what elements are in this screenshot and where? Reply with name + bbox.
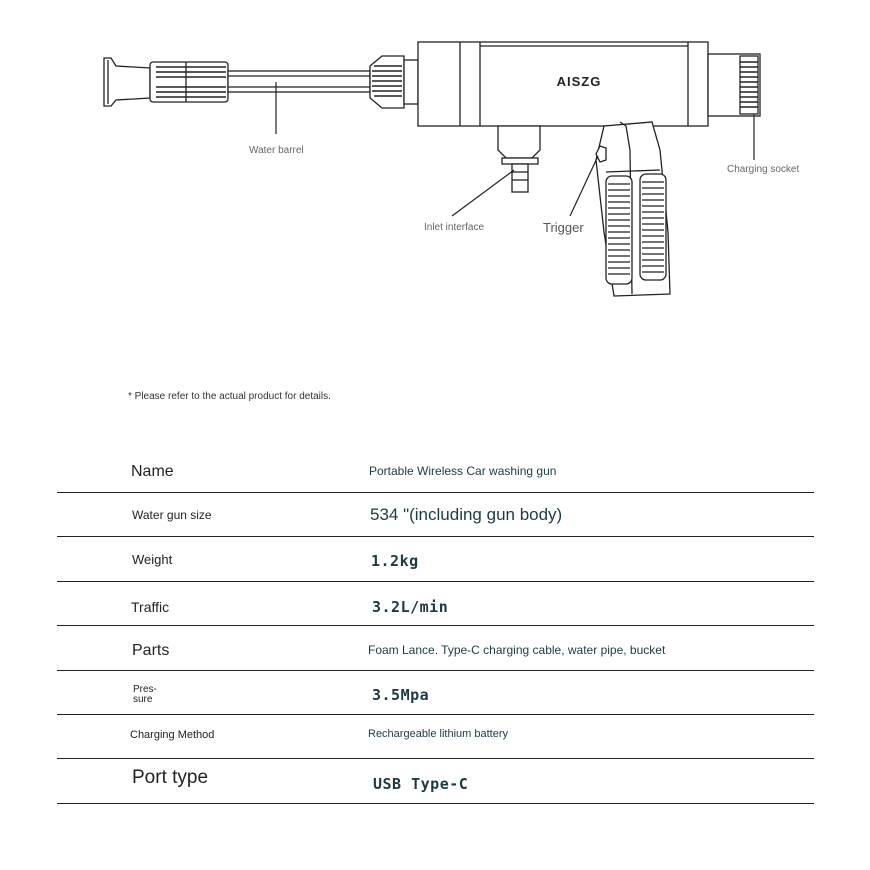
nozzle-body [150, 62, 228, 102]
spec-row-port [57, 759, 814, 804]
spec-value: 1.2kg [371, 552, 419, 570]
callout-water-barrel: Water barrel [249, 145, 304, 156]
spec-label: Traffic [131, 599, 170, 615]
disclaimer-note: * Please refer to the actual product for details. [128, 391, 331, 402]
leader-trigger [570, 156, 598, 216]
spec-row-name [57, 448, 814, 493]
leader-inlet [452, 170, 514, 216]
spec-value: 534 "(including gun body) [370, 505, 563, 524]
spec-row-size [57, 493, 814, 537]
brand-logo: AISZG [556, 74, 602, 89]
spec-value: 3.2L/min [372, 598, 449, 616]
spec-row-traffic [57, 582, 814, 626]
callout-trigger: Trigger [543, 220, 584, 235]
nozzle-tip [104, 58, 150, 106]
spec-value: Rechargeable lithium battery [368, 728, 509, 740]
barrel-coupling [370, 56, 404, 108]
spec-row-parts [57, 626, 814, 671]
spec-label: Parts [132, 642, 170, 659]
callout-charging-socket: Charging socket [727, 164, 800, 175]
spec-row-pressure [57, 671, 814, 715]
spec-value: 3.5Mpa [372, 686, 430, 704]
spec-row-weight [57, 537, 814, 582]
spec-label: Weight [132, 552, 173, 567]
spec-value: Foam Lance. Type-C charging cable, water pipe, bucket [368, 643, 666, 657]
spec-label: Charging Method [130, 729, 215, 741]
spec-value: Portable Wireless Car washing gun [369, 464, 557, 478]
callout-inlet-interface: Inlet interface [424, 222, 485, 233]
spec-label: Water gun size [132, 508, 212, 522]
spec-label: Pres- sure [133, 684, 157, 705]
inlet-interface [498, 126, 540, 158]
spec-row-charging [57, 715, 814, 759]
spec-label: Name [131, 463, 174, 480]
barrel-tube [228, 71, 370, 92]
spec-label: Port type [132, 767, 209, 788]
spec-value: USB Type-C [373, 775, 469, 793]
